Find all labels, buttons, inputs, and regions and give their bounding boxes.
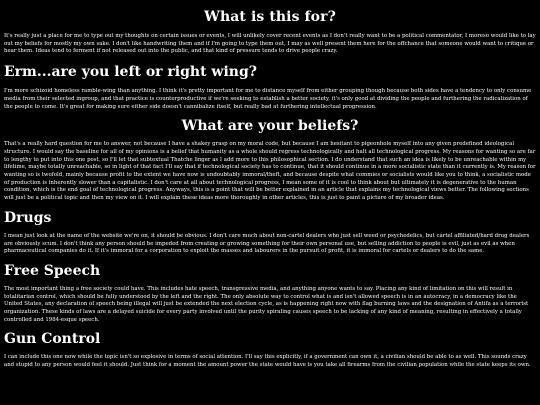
paragraph-gun-control: I can include this one now while the topic isn't so explosive in terms of social attention. I'll say this explicitly, if a government can own it, a civilian should be able to as well. This sounds crazy and stupid to any person would feel it should. Just think for a moment the amount power the state would have is you take all firearms from the civilian population while the state keeps its own. (4, 354, 531, 369)
section-what-is-this-for (4, 9, 536, 56)
heading-beliefs: What are your beliefs? (181, 118, 359, 135)
section-drugs (4, 210, 536, 256)
section-free-speech (4, 263, 536, 325)
heading-gun-control: Gun Control (4, 331, 101, 348)
paragraph-beliefs: That's a really hard question for me to answer, not because I have a shakey grasp on my moral code, but because I am hesitant to pigeonhole myself into any given predefined ideological structure. I would say the baseline for all of my opinions is a belief that humanity as a whole should regress technologically and halt all technological progress. My reasons for wanting so are far to lengthy to put into this one post, so I'll let that subtextual Thatche linger as I add more to this philosophical section. I do understand that such an idea is likely to be unreachable within my lifetime, maybe totally unreachable, so in light of that fact I'll say that if technological society has to continue, that it should continue in a more socialistic state than it currently is. My reason for wanting so is twofold, mainly because profit to the extent we have now is undoubtably immoral/theft, and because despite what commies or socialists would like you to think, a socialistic mode of production is inherently slower than a capitalistic. I don't care at all about technological progress, I mean some of it is cool to think about but ultimately it is degenerative to the human condition, which is the end goal of technological progress. Anyways, this is a point that will be better explained in an article that explains my technological views better. The following sections will just be a political topic and then my view on it. I will explain these ideas more thoroughly in other articles, this is just to paint a picture of my broader ideas. (4, 141, 536, 202)
section-gun-control (4, 331, 536, 369)
heading-left-or-right: Erm...are you left or right wing? (4, 64, 257, 81)
heading-what-is-this-for: What is this for? (204, 9, 336, 25)
section-left-or-right (4, 64, 536, 111)
paragraph-left-or-right: I'm more schizoid homeless ramble-wing than anything. I think it's pretty important for me to distance myself from either grouping though because both sides have a tendency to only consume media from their selected ingroup, and that practice is counterproductive if we're seeking to establish a better society, it's only good at dividing the people and furthering the radicalization of the people to come. It's great for making sure either side doesn't cannibalize itself, but really bad at furthering intellectual progression. (4, 88, 532, 110)
heading-free-speech: Free Speech (4, 262, 101, 279)
paragraph-drugs: I mean just look at the name of the website we're on, it should be obvious. I don't care much about non-cartel dealers who just sell weed or psychedelics, but cartel affiliated/hard drug dealers are obviously scum. I don't think any person should be impeded from creating or growing something for their own personal use, but selling addiction to people is evil, just as evil as when pharmaceutical companies do it. If it's immoral for a corporation to exploit the masses and labourers in the pursuit of profit, it is immoral for cartels or dealers to do the same. (4, 232, 530, 255)
paragraph-free-speech: The most important thing a free society could have. This includes hate speech, transgressive media, and anything anyone wants to say. Placing any kind of limitation on this will result in totalitarian control, which should be fully understood by the left and the right. The only absolute way to control what is and isn't allowed speech is in an autocracy, in a democracy like the United States, any declaration of speech being illegal will just be extended the next election cycle, as is happening right now with flag burning laws and the designation of Antifa as a terrorist organization. These kinds of laws are a delayed suicide for every party involved until the purity spiraling causes speech to be lacking of any kind of meaning, resulting in effectively a totally controlled and 1984-esque speech. (4, 285, 529, 323)
paragraph-what-is-this-for: It's really just a place for me to type out my thoughts on certain issues or events, I will unlikely cover recent events as I don't really want to be a political commentator, I moreso would like to lay out my beliefs for mostly my own sake. I don't like handwriting them and if I'm going to type them out, I may as well present them here for the offchance that someone would want to critique or hear them. Ideas tend to ferment if not released out into the public, and that kind of pressure tends to drive people crazy. (4, 33, 536, 55)
section-beliefs (4, 118, 536, 203)
heading-drugs: Drugs (4, 209, 52, 226)
